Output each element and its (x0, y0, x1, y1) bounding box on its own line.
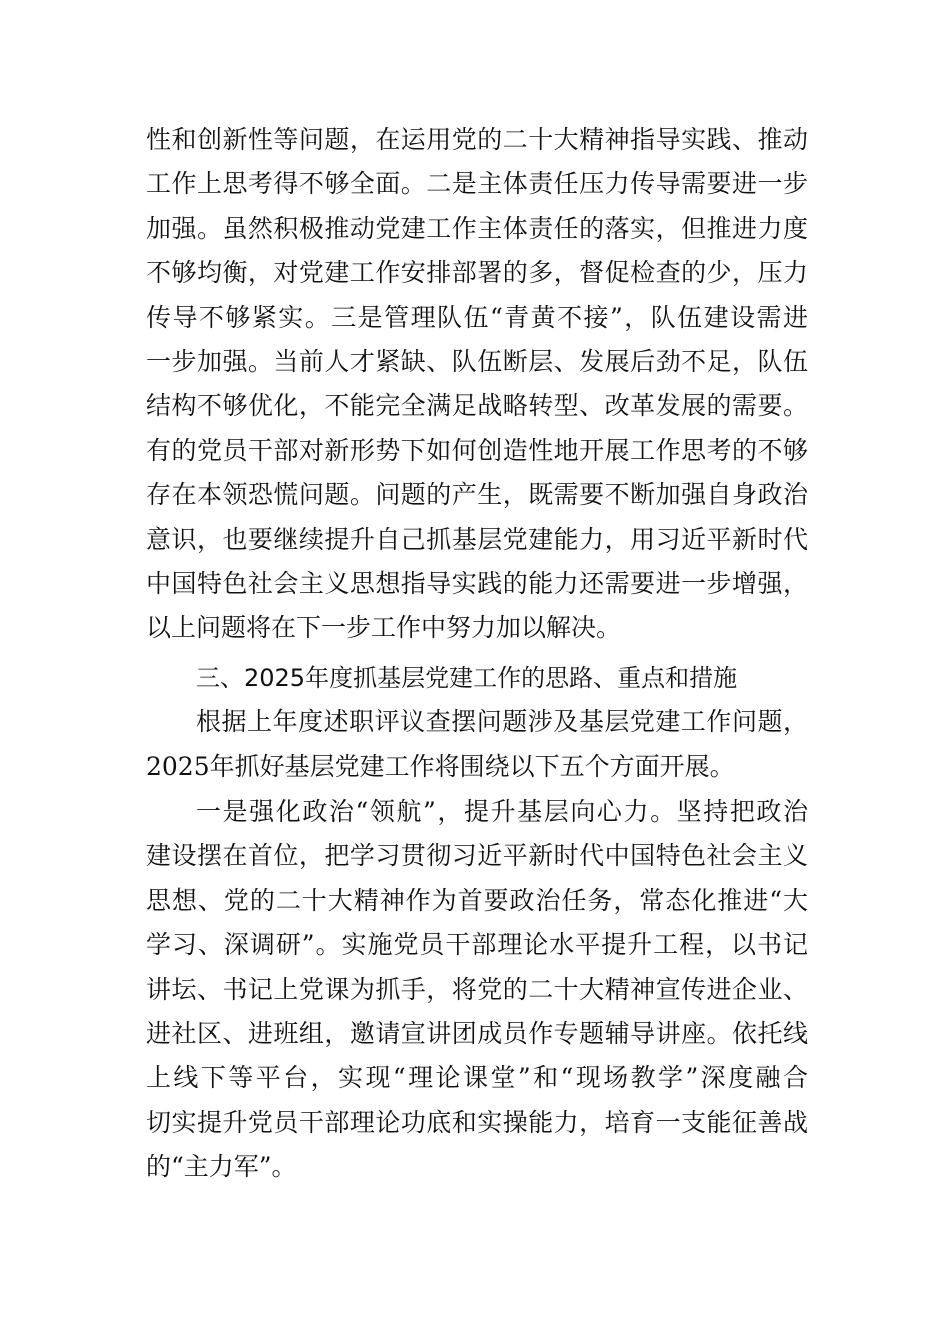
paragraph-line: 的“主力军”。 (146, 1152, 297, 1182)
paragraph-line: 性和创新性等问题，在运用党的二十大精神指导实践、推动 (146, 125, 808, 154)
paragraph-line: 一是强化政治“领航”，提升基层向心力。坚持把政治 (196, 797, 808, 826)
paragraph-line: 以上问题将在下一步工作中努力加以解决。 (146, 613, 622, 643)
section-two-tail-paragraph (146, 118, 808, 651)
paragraph-line: 一步加强。当前人才紧缺、队伍断层、发展后劲不足，队伍 (146, 346, 808, 376)
paragraph-line: 存在本领恐慌问题。问题的产生，既需要不断加强自身政治 (146, 480, 808, 510)
paragraph-line: 上线下等平台，实现“理论课堂”和“现场教学”深度融合 (146, 1063, 808, 1093)
paragraph-line: 进社区、进班组，邀请宣讲团成员作专题辅导讲座。依托线 (146, 1018, 808, 1048)
paragraph-line: 有的党员干部对新形势下如何创造性地开展工作思考的不够 (146, 435, 808, 465)
paragraph-line: 不够均衡，对党建工作安排部署的多，督促检查的少，压力 (146, 258, 808, 288)
section-three (146, 656, 808, 789)
paragraph-line: 思想、党的二十大精神作为首要政治任务，常态化推进“大 (146, 885, 808, 915)
paragraph-line: 工作上思考得不够全面。二是主体责任压力传导需要进一步 (146, 169, 808, 199)
paragraph-line: 学习、深调研”。实施党员干部理论水平提升工程，以书记 (146, 930, 808, 960)
paragraph-line: 意识，也要继续提升自己抓基层党建能力，用习近平新时代 (146, 524, 808, 554)
paragraph-line: 结构不够优化，不能完全满足战略转型、改革发展的需要。 (146, 391, 808, 421)
paragraph-line: 切实提升党员干部理论功底和实操能力，培育一支能征善战 (146, 1107, 808, 1137)
paragraph-line: 传导不够紧实。三是管理队伍“青黄不接”，队伍建设需进 (146, 302, 808, 332)
point-one-paragraph (146, 790, 808, 1190)
section-three-heading: 三、2025年度抓基层党建工作的思路、重点和措施 (196, 664, 738, 692)
paragraph-line: 根据上年度述职评议查摆问题涉及基层党建工作问题， (196, 707, 808, 737)
paragraph-line: 2025年抓好基层党建工作将围绕以下五个方面开展。 (146, 751, 735, 781)
paragraph-line: 加强。虽然积极推动党建工作主体责任的落实，但推进力度 (146, 213, 808, 243)
paragraph-line: 讲坛、书记上党课为抓手，将党的二十大精神宣传进企业、 (146, 974, 808, 1004)
paragraph-line: 中国特色社会主义思想指导实践的能力还需要进一步增强， (146, 568, 808, 598)
paragraph-line: 建设摆在首位，把学习贯彻习近平新时代中国特色社会主义 (146, 841, 808, 871)
